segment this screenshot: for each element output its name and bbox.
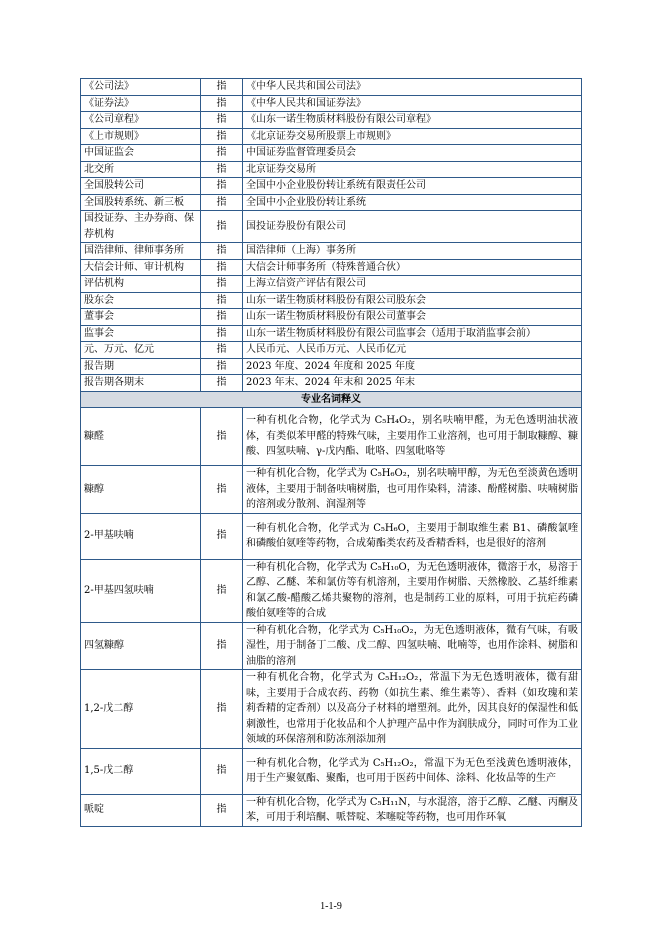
term-cell: 全国股转公司	[81, 178, 201, 195]
ref-cell: 指	[201, 276, 243, 293]
table-row	[81, 559, 582, 622]
table-row	[81, 243, 582, 260]
ref-cell: 指	[201, 466, 243, 514]
term-cell: 北交所	[81, 161, 201, 178]
term-cell: 四氢糠醇	[81, 622, 201, 670]
table-row	[81, 794, 582, 826]
table-row	[81, 276, 582, 293]
table-row	[81, 259, 582, 276]
definition-cell: 山东一诺生物质材料股份有限公司董事会	[243, 309, 582, 326]
definition-cell: 2023 年末、2024 年末和 2025 年末	[243, 375, 582, 392]
table-row	[81, 325, 582, 342]
term-cell: 监事会	[81, 325, 201, 342]
table-row	[81, 408, 582, 466]
section-header-body	[81, 391, 582, 408]
ref-cell: 指	[201, 243, 243, 260]
term-cell: 2-甲基呋喃	[81, 513, 201, 559]
definition-cell: 一种有机化合物，化学式为 C₅H₄O₂，别名呋喃甲醛，为无色透明油状液体，有类似苯甲醛的特殊气味，主要用作工业溶剂，也可用于制取糠醇、糠酸、四氢呋喃、γ-戊内酯、吡咯、四氢吡咯等	[243, 408, 582, 466]
definition-cell: 一种有机化合物，化学式为 C₅H₁₁N，与水混溶，溶于乙醇、乙醚、丙酮及苯，可用于利培酮、哌替啶、苯噻啶等药物，也可用作环氧	[243, 794, 582, 826]
ref-cell: 指	[201, 408, 243, 466]
term-cell: 大信会计师、审计机构	[81, 259, 201, 276]
ref-cell: 指	[201, 128, 243, 145]
term-cell: 国投证券、主办券商、保荐机构	[81, 211, 201, 243]
ref-cell: 指	[201, 670, 243, 749]
definition-cell: 一种有机化合物，化学式为 C₅H₁₂O₂，常温下为无色至浅黄色透明液体，用于生产聚氨酯、聚酯，也可用于医药中间体、涂料、化妆品等的生产	[243, 748, 582, 794]
section-title: 专业名词释义	[81, 391, 582, 408]
table-row	[81, 161, 582, 178]
ref-cell: 指	[201, 358, 243, 375]
term-cell: 《公司章程》	[81, 112, 201, 129]
table-row	[81, 309, 582, 326]
term-cell: 董事会	[81, 309, 201, 326]
table-row	[81, 342, 582, 359]
ref-cell: 指	[201, 95, 243, 112]
definition-cell: 山东一诺生物质材料股份有限公司监事会（适用于取消监事会前）	[243, 325, 582, 342]
term-cell: 《上市规则》	[81, 128, 201, 145]
definition-cell: 《中华人民共和国证券法》	[243, 95, 582, 112]
term-cell: 《公司法》	[81, 79, 201, 96]
general-terms-body	[81, 79, 582, 392]
table-row	[81, 145, 582, 162]
ref-cell: 指	[201, 794, 243, 826]
term-cell: 糠醇	[81, 466, 201, 514]
definition-cell: 一种有机化合物，化学式为 C₅H₁₀O，为无色透明液体，微溶于水，易溶于乙醇、乙醚、苯和氯仿等有机溶剂，主要用作树脂、天然橡胶、乙基纤维素和氯乙酸-醋酸乙烯共聚物的溶剂，也是制药工业的原料，可用于抗疟药磷酸伯氨喹等的合成	[243, 559, 582, 622]
definition-cell: 《北京证券交易所股票上市规则》	[243, 128, 582, 145]
definition-cell: 人民币元、人民币万元、人民币亿元	[243, 342, 582, 359]
table-row	[81, 466, 582, 514]
table-row	[81, 211, 582, 243]
term-cell: 全国股转系统、新三板	[81, 194, 201, 211]
table-row	[81, 194, 582, 211]
definition-cell: 一种有机化合物，化学式为 C₅H₁₀O₂，为无色透明液体，微有气味，有吸湿性，用于制备丁二酸、戊二醇、四氢呋喃、吡喃等，也用作涂料、树脂和油脂的溶剂	[243, 622, 582, 670]
term-cell: 中国证监会	[81, 145, 201, 162]
term-cell: 报告期	[81, 358, 201, 375]
term-cell: 国浩律师、律师事务所	[81, 243, 201, 260]
table-row	[81, 95, 582, 112]
definition-cell: 一种有机化合物，化学式为 C₅H₆O，主要用于制取维生素 B1、磷酸氯喹和磷酸伯氨喹等药物，合成菊酯类农药及香精香料，也是很好的溶剂	[243, 513, 582, 559]
definition-cell: 全国中小企业股份转让系统	[243, 194, 582, 211]
term-cell: 评估机构	[81, 276, 201, 293]
ref-cell: 指	[201, 79, 243, 96]
ref-cell: 指	[201, 375, 243, 392]
ref-cell: 指	[201, 513, 243, 559]
ref-cell: 指	[201, 342, 243, 359]
ref-cell: 指	[201, 211, 243, 243]
term-cell: 股东会	[81, 292, 201, 309]
table-row	[81, 622, 582, 670]
table-row	[81, 128, 582, 145]
definition-cell: 《山东一诺生物质材料股份有限公司章程》	[243, 112, 582, 129]
ref-cell: 指	[201, 194, 243, 211]
definition-cell: 大信会计师事务所（特殊普通合伙）	[243, 259, 582, 276]
table-row	[81, 358, 582, 375]
ref-cell: 指	[201, 145, 243, 162]
ref-cell: 指	[201, 178, 243, 195]
ref-cell: 指	[201, 259, 243, 276]
definitions-table	[80, 78, 582, 827]
page-number: 1-1-9	[320, 901, 342, 912]
term-cell: 报告期各期末	[81, 375, 201, 392]
ref-cell: 指	[201, 309, 243, 326]
table-row	[81, 513, 582, 559]
definition-cell: 北京证券交易所	[243, 161, 582, 178]
term-cell: 糠醛	[81, 408, 201, 466]
term-cell: 哌啶	[81, 794, 201, 826]
ref-cell: 指	[201, 112, 243, 129]
table-row	[81, 292, 582, 309]
term-cell: 1,5-戊二醇	[81, 748, 201, 794]
table-row	[81, 375, 582, 392]
definition-cell: 一种有机化合物，化学式为 C₅H₆O₂，别名呋喃甲醇，为无色至淡黄色透明液体，主要用于制备呋喃树脂，也可用作染料，清漆、酚醛树脂、呋喃树脂的溶剂或分散剂、润湿剂等	[243, 466, 582, 514]
ref-cell: 指	[201, 559, 243, 622]
definition-cell: 国浩律师（上海）事务所	[243, 243, 582, 260]
term-cell: 2-甲基四氢呋喃	[81, 559, 201, 622]
term-cell: 《证券法》	[81, 95, 201, 112]
definition-cell: 中国证券监督管理委员会	[243, 145, 582, 162]
definition-cell: 《中华人民共和国公司法》	[243, 79, 582, 96]
definition-cell: 全国中小企业股份转让系统有限责任公司	[243, 178, 582, 195]
definition-cell: 2023 年度、2024 年度和 2025 年度	[243, 358, 582, 375]
ref-cell: 指	[201, 622, 243, 670]
table-row	[81, 112, 582, 129]
term-cell: 元、万元、亿元	[81, 342, 201, 359]
term-cell: 1,2-戊二醇	[81, 670, 201, 749]
technical-terms-body	[81, 408, 582, 827]
definition-cell: 一种有机化合物，化学式为 C₅H₁₂O₂，常温下为无色透明液体，微有甜味，主要用于合成农药、药物（如抗生素、维生素等）、香料（如玫瑰和茉莉香精的定香剂）以及高分子材料的增塑剂。此外，因其良好的保湿性和低刺激性，也常用于化妆品和个人护理产品中作为润肤成分，同时可作为工业领域的环保溶剂和防冻剂添加剂	[243, 670, 582, 749]
table-row	[81, 178, 582, 195]
ref-cell: 指	[201, 325, 243, 342]
table-row	[81, 670, 582, 749]
definition-cell: 上海立信资产评估有限公司	[243, 276, 582, 293]
table-row	[81, 79, 582, 96]
ref-cell: 指	[201, 748, 243, 794]
table-row	[81, 748, 582, 794]
section-header-row	[81, 391, 582, 408]
ref-cell: 指	[201, 292, 243, 309]
definition-cell: 山东一诺生物质材料股份有限公司股东会	[243, 292, 582, 309]
ref-cell: 指	[201, 161, 243, 178]
definition-cell: 国投证券股份有限公司	[243, 211, 582, 243]
